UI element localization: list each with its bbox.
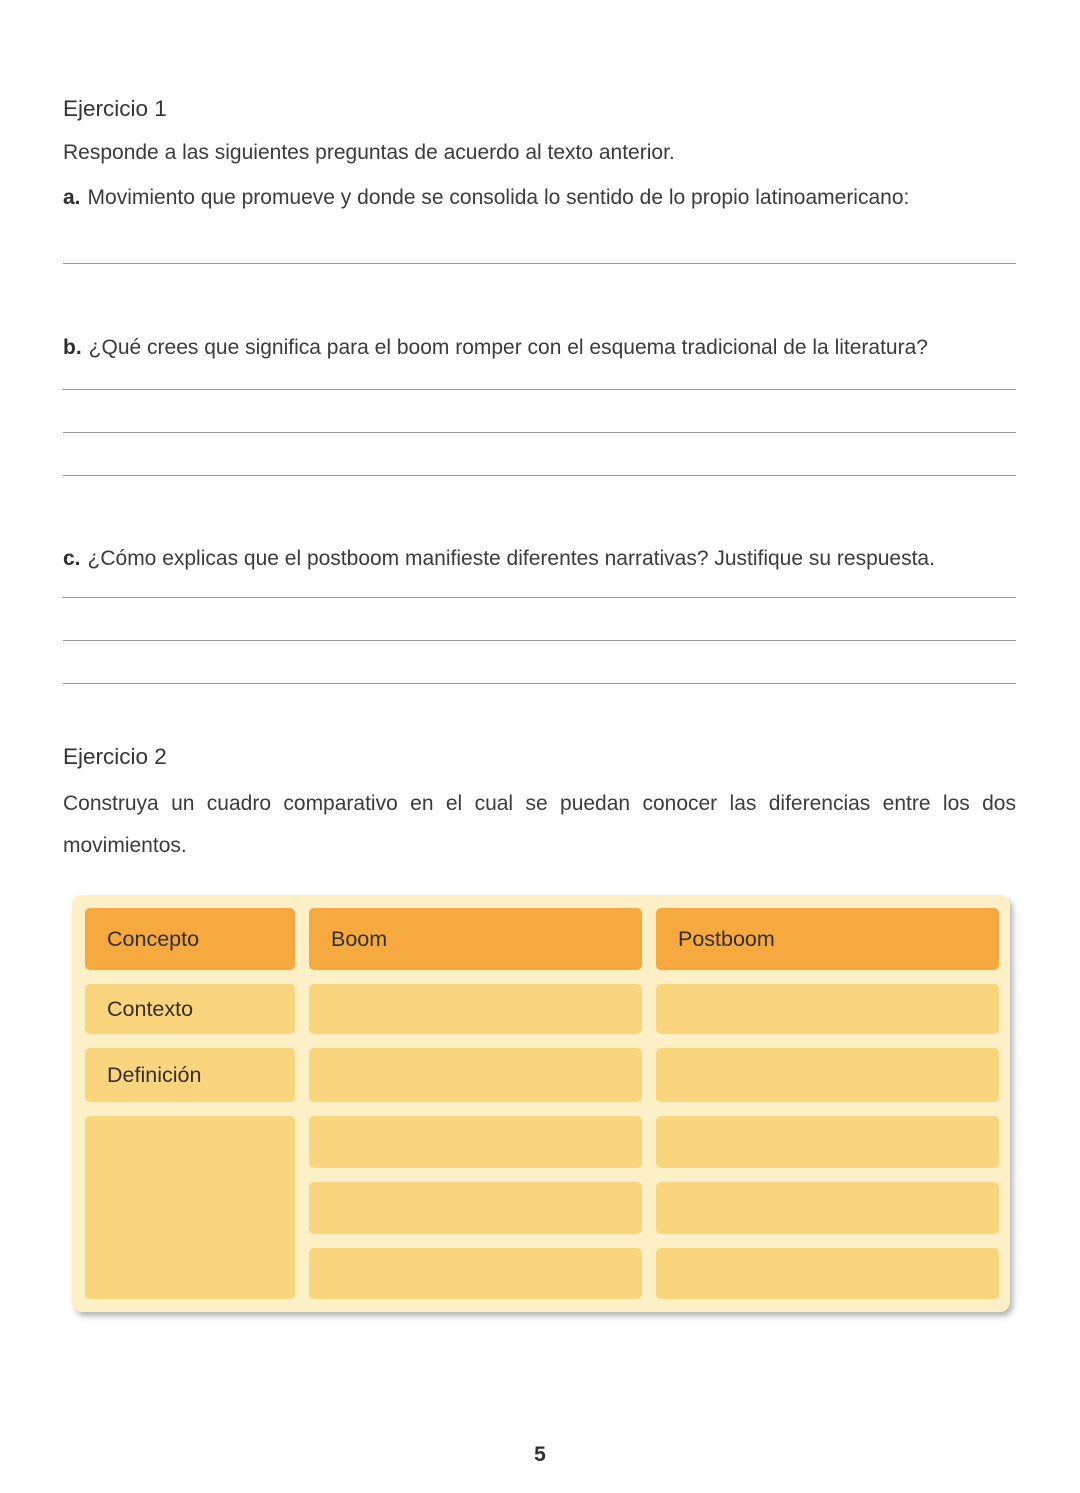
question-b-text: ¿Qué crees que significa para el boom romper con el esquema tradicional de la literatura? [88, 336, 928, 359]
answer-line-b3 [63, 475, 1016, 476]
exercise1-intro: Responde a las siguientes preguntas de acuerdo al texto anterior. [63, 141, 675, 164]
answer-line-c3 [63, 683, 1016, 684]
question-a-label: a. [63, 186, 81, 209]
table-row-label-contexto: Contexto [85, 984, 295, 1034]
table-cell-row6-postboom [656, 1248, 999, 1299]
answer-line-a1 [63, 263, 1016, 264]
page-number: 5 [534, 1443, 546, 1466]
table-cell-row4-boom [309, 1116, 642, 1168]
exercise2-title: Ejercicio 2 [63, 744, 167, 769]
table-cell-row6-boom [309, 1248, 642, 1299]
table-cell-merged-left [85, 1116, 295, 1299]
exercise2-intro: Construya un cuadro comparativo en el cual se puedan conocer las diferencias entre los dos movimientos. [63, 792, 1016, 857]
question-b-label: b. [63, 336, 82, 359]
question-a [63, 186, 1016, 210]
table-cell-row4-postboom [656, 1116, 999, 1168]
comparison-table-grid [85, 908, 997, 1299]
table-header-concepto: Concepto [85, 908, 295, 970]
document-content [0, 96, 1080, 1312]
question-a-text: Movimiento que promueve y donde se consolida lo sentido de lo propio latinoamericano: [87, 186, 910, 209]
table-cell-contexto-boom [309, 984, 642, 1034]
table-row-label-definicion: Definición [85, 1048, 295, 1102]
question-c [63, 547, 1016, 571]
question-b [63, 336, 1016, 360]
answer-line-c2 [63, 640, 1016, 641]
table-header-boom: Boom [309, 908, 642, 970]
table-cell-contexto-postboom [656, 984, 999, 1034]
exercise1-title: Ejercicio 1 [63, 96, 167, 121]
answer-line-b2 [63, 432, 1016, 433]
table-cell-definicion-postboom [656, 1048, 999, 1102]
question-c-label: c. [63, 547, 81, 570]
answer-line-c1 [63, 597, 1016, 598]
table-header-postboom: Postboom [656, 908, 999, 970]
worksheet-page [0, 96, 1080, 1493]
comparison-table [72, 895, 1010, 1312]
table-cell-row5-postboom [656, 1182, 999, 1234]
question-c-text: ¿Cómo explicas que el postboom manifieste diferentes narrativas? Justifique su respuesta. [87, 547, 935, 570]
answer-line-b1 [63, 389, 1016, 390]
table-cell-row5-boom [309, 1182, 642, 1234]
table-cell-definicion-boom [309, 1048, 642, 1102]
